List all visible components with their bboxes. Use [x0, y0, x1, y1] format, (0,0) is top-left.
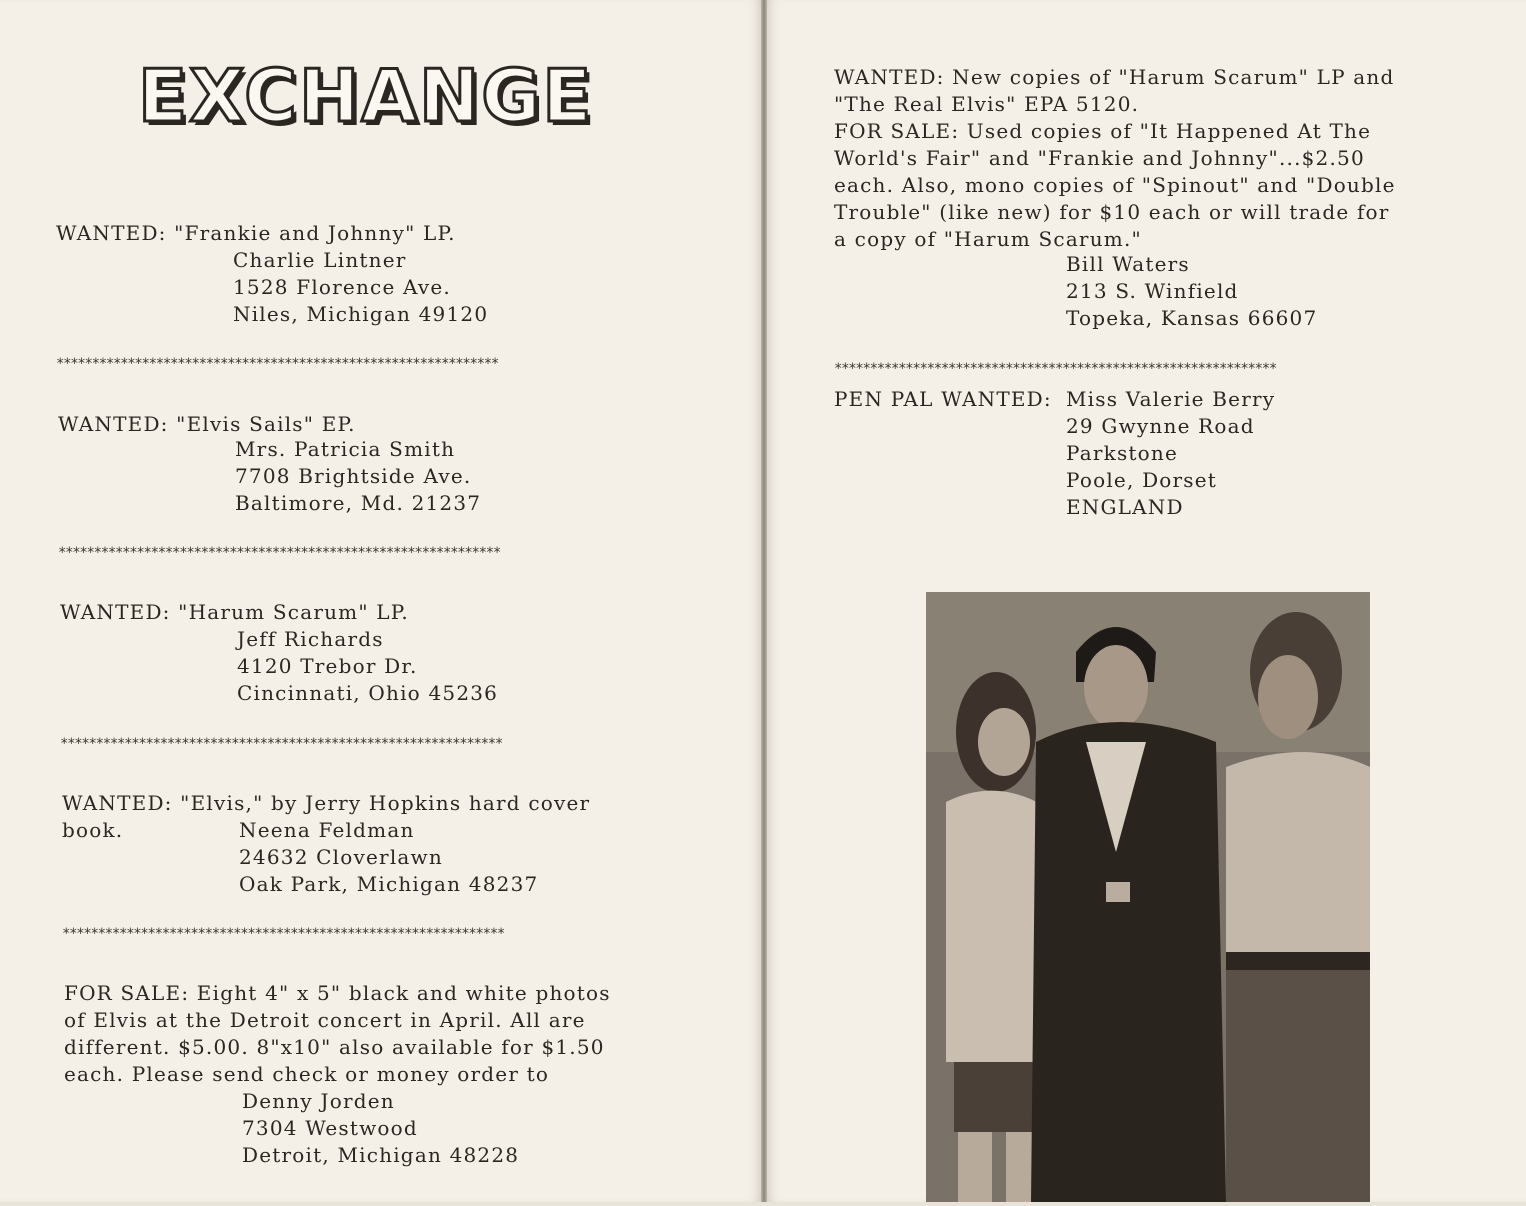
photo-illustration — [926, 592, 1370, 1202]
entry-text: FOR SALE: Eight 4" x 5" black and white photos — [64, 981, 611, 1005]
entry-address — [237, 626, 498, 707]
entry-text: World's Fair" and "Frankie and Johnny"...$2.50 — [834, 146, 1365, 170]
address-name: Charlie Lintner — [233, 248, 407, 272]
photograph — [926, 592, 1370, 1202]
entry-address — [242, 1088, 519, 1169]
address-district: Parkstone — [1066, 441, 1179, 465]
entry-text: "The Real Elvis" EPA 5120. — [834, 92, 1140, 116]
entry-text: of Elvis at the Detroit concert in April. All are — [64, 1008, 586, 1032]
separator: ************************************************************** — [56, 356, 498, 372]
entry-text: Trouble" (like new) for $10 each or will trade for — [834, 200, 1390, 224]
page-title: EXCHANGE — [138, 54, 594, 138]
entry-text: different. $5.00. 8"x10" also available for $1.50 — [64, 1035, 605, 1059]
address-name: Neena Feldman — [239, 818, 415, 842]
address-street: 29 Gwynne Road — [1066, 414, 1255, 438]
address-street: 4120 Trebor Dr. — [237, 654, 418, 678]
wanted-for-sale-entry — [834, 64, 1396, 330]
separator: ************************************************************** — [834, 361, 1276, 377]
entry-text: WANTED: "Elvis Sails" EP. — [58, 412, 356, 436]
entry-text: FOR SALE: Used copies of "It Happened At The — [834, 119, 1372, 143]
address-name: Mrs. Patricia Smith — [235, 437, 456, 461]
address-name: Denny Jorden — [242, 1089, 395, 1113]
entry-text: WANTED: "Harum Scarum" LP. — [60, 600, 409, 624]
separator: ************************************************************** — [58, 545, 500, 561]
entry-text: WANTED: "Elvis," by Jerry Hopkins hard cover — [62, 791, 591, 815]
address-name: Jeff Richards — [237, 627, 384, 651]
entry-text: WANTED: New copies of "Harum Scarum" LP and — [834, 65, 1395, 89]
address-city: Niles, Michigan 49120 — [233, 302, 489, 326]
pen-pal-entry — [834, 386, 1276, 519]
wanted-entry-2 — [58, 411, 482, 515]
address-city: Detroit, Michigan 48228 — [242, 1143, 520, 1167]
book-spine — [761, 0, 767, 1202]
address-city: Poole, Dorset — [1066, 468, 1218, 492]
address-country: ENGLAND — [1066, 495, 1184, 519]
entry-label: PEN PAL WANTED: — [834, 387, 1052, 411]
entry-address — [233, 247, 488, 328]
entry-text: each. Also, mono copies of "Spinout" and "Double — [834, 173, 1396, 197]
address-name: Miss Valerie Berry — [1066, 387, 1276, 411]
entry-text: a copy of "Harum Scarum." — [834, 227, 1142, 251]
entry-text-continued: book. — [62, 818, 124, 842]
address-city: Topeka, Kansas 66607 — [1066, 306, 1318, 330]
wanted-entry-3 — [60, 599, 499, 705]
for-sale-entry — [64, 980, 611, 1167]
wanted-entry-4 — [62, 790, 591, 896]
address-city: Cincinnati, Ohio 45236 — [237, 681, 499, 705]
entry-address — [235, 436, 481, 517]
entry-address — [1066, 251, 1317, 332]
separator: ************************************************************** — [60, 736, 502, 752]
address-street: 213 S. Winfield — [1066, 279, 1239, 303]
entry-address — [239, 817, 538, 898]
entry-text: WANTED: "Frankie and Johnny" LP. — [56, 221, 456, 245]
separator: ************************************************************** — [62, 926, 504, 942]
address-city: Oak Park, Michigan 48237 — [239, 872, 539, 896]
address-street: 7304 Westwood — [242, 1116, 418, 1140]
address-street: 7708 Brightside Ave. — [235, 464, 472, 488]
entry-address — [1066, 386, 1275, 521]
address-city: Baltimore, Md. 21237 — [235, 491, 482, 515]
address-street: 1528 Florence Ave. — [233, 275, 451, 299]
address-name: Bill Waters — [1066, 252, 1190, 276]
wanted-entry-1 — [56, 220, 489, 326]
address-street: 24632 Cloverlawn — [239, 845, 443, 869]
entry-text: each. Please send check or money order to — [64, 1062, 550, 1086]
